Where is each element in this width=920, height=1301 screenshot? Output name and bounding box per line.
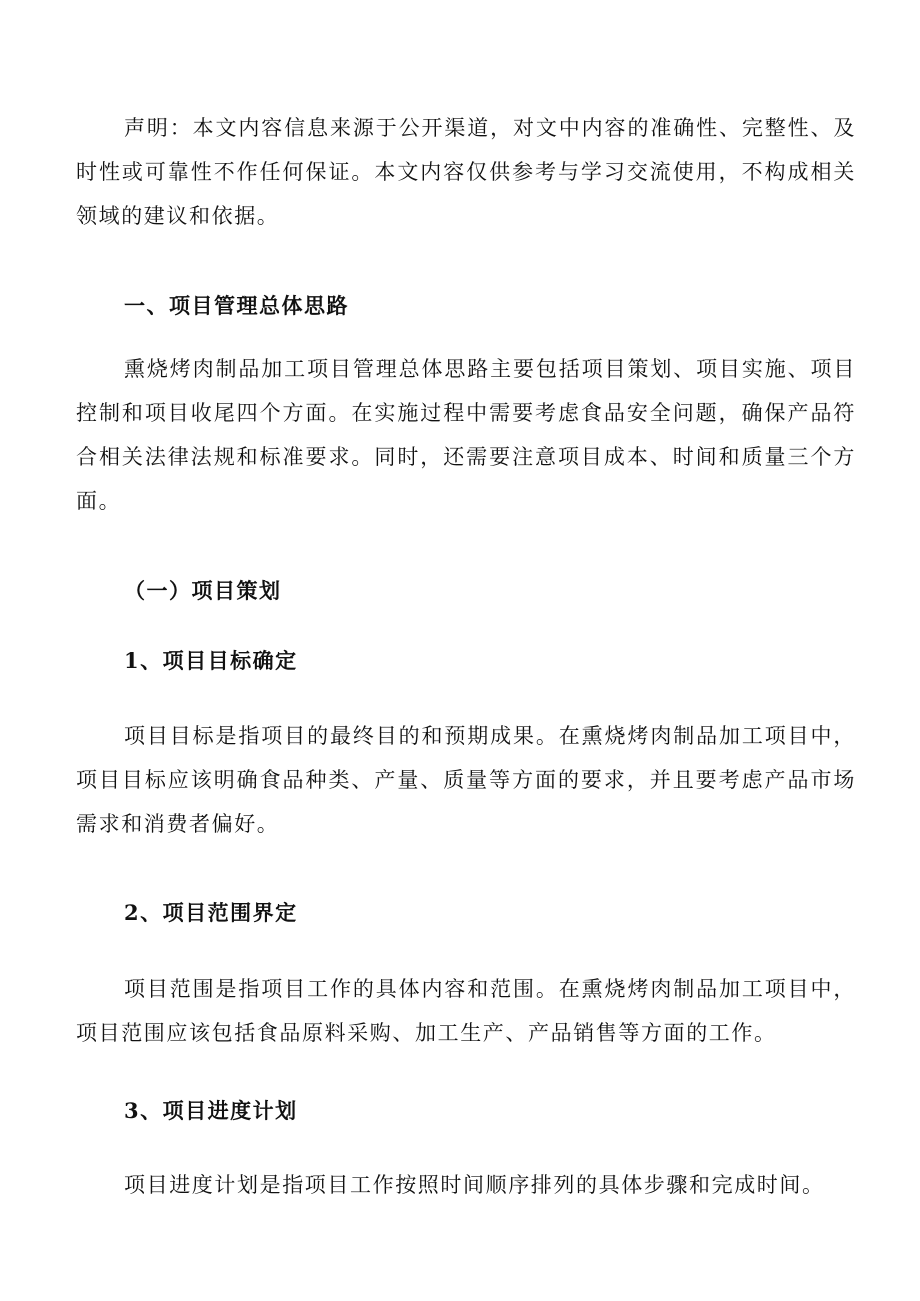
item-body-2: 项目范围是指项目工作的具体内容和范围。在熏烧烤肉制品加工项目中，项目范围应该包括食品原料采购、加工生产、产品销售等方面的工作。 — [76, 977, 856, 1045]
item-body-3: 项目进度计划是指项目工作按照时间顺序排列的具体步骤和完成时间。 — [124, 1173, 825, 1197]
item-heading-2: 2、项目范围界定 — [124, 900, 298, 925]
item-heading-1: 1、项目目标确定 — [124, 648, 298, 673]
section-intro-paragraph: 熏烧烤肉制品加工项目管理总体思路主要包括项目策划、项目实施、项目控制和项目收尾四个方面。在实施过程中需要考虑食品安全问题，确保产品符合相关法律法规和标准要求。同时，还需要注意项目成本、时间和质量三个方面。 — [76, 357, 856, 513]
section-heading: 一、项目管理总体思路 — [124, 294, 349, 318]
item-heading-3: 3、项目进度计划 — [124, 1098, 298, 1123]
disclaimer-paragraph: 声明：本文内容信息来源于公开渠道，对文中内容的准确性、完整性、及时性或可靠性不作任何保证。本文内容仅供参考与学习交流使用，不构成相关领域的建议和依据。 — [76, 116, 856, 228]
subsection-heading: （一）项目策划 — [124, 578, 282, 603]
item-body-1: 项目目标是指项目的最终目的和预期成果。在熏烧烤肉制品加工项目中，项目目标应该明确食品种类、产量、质量等方面的要求，并且要考虑产品市场需求和消费者偏好。 — [76, 724, 856, 836]
